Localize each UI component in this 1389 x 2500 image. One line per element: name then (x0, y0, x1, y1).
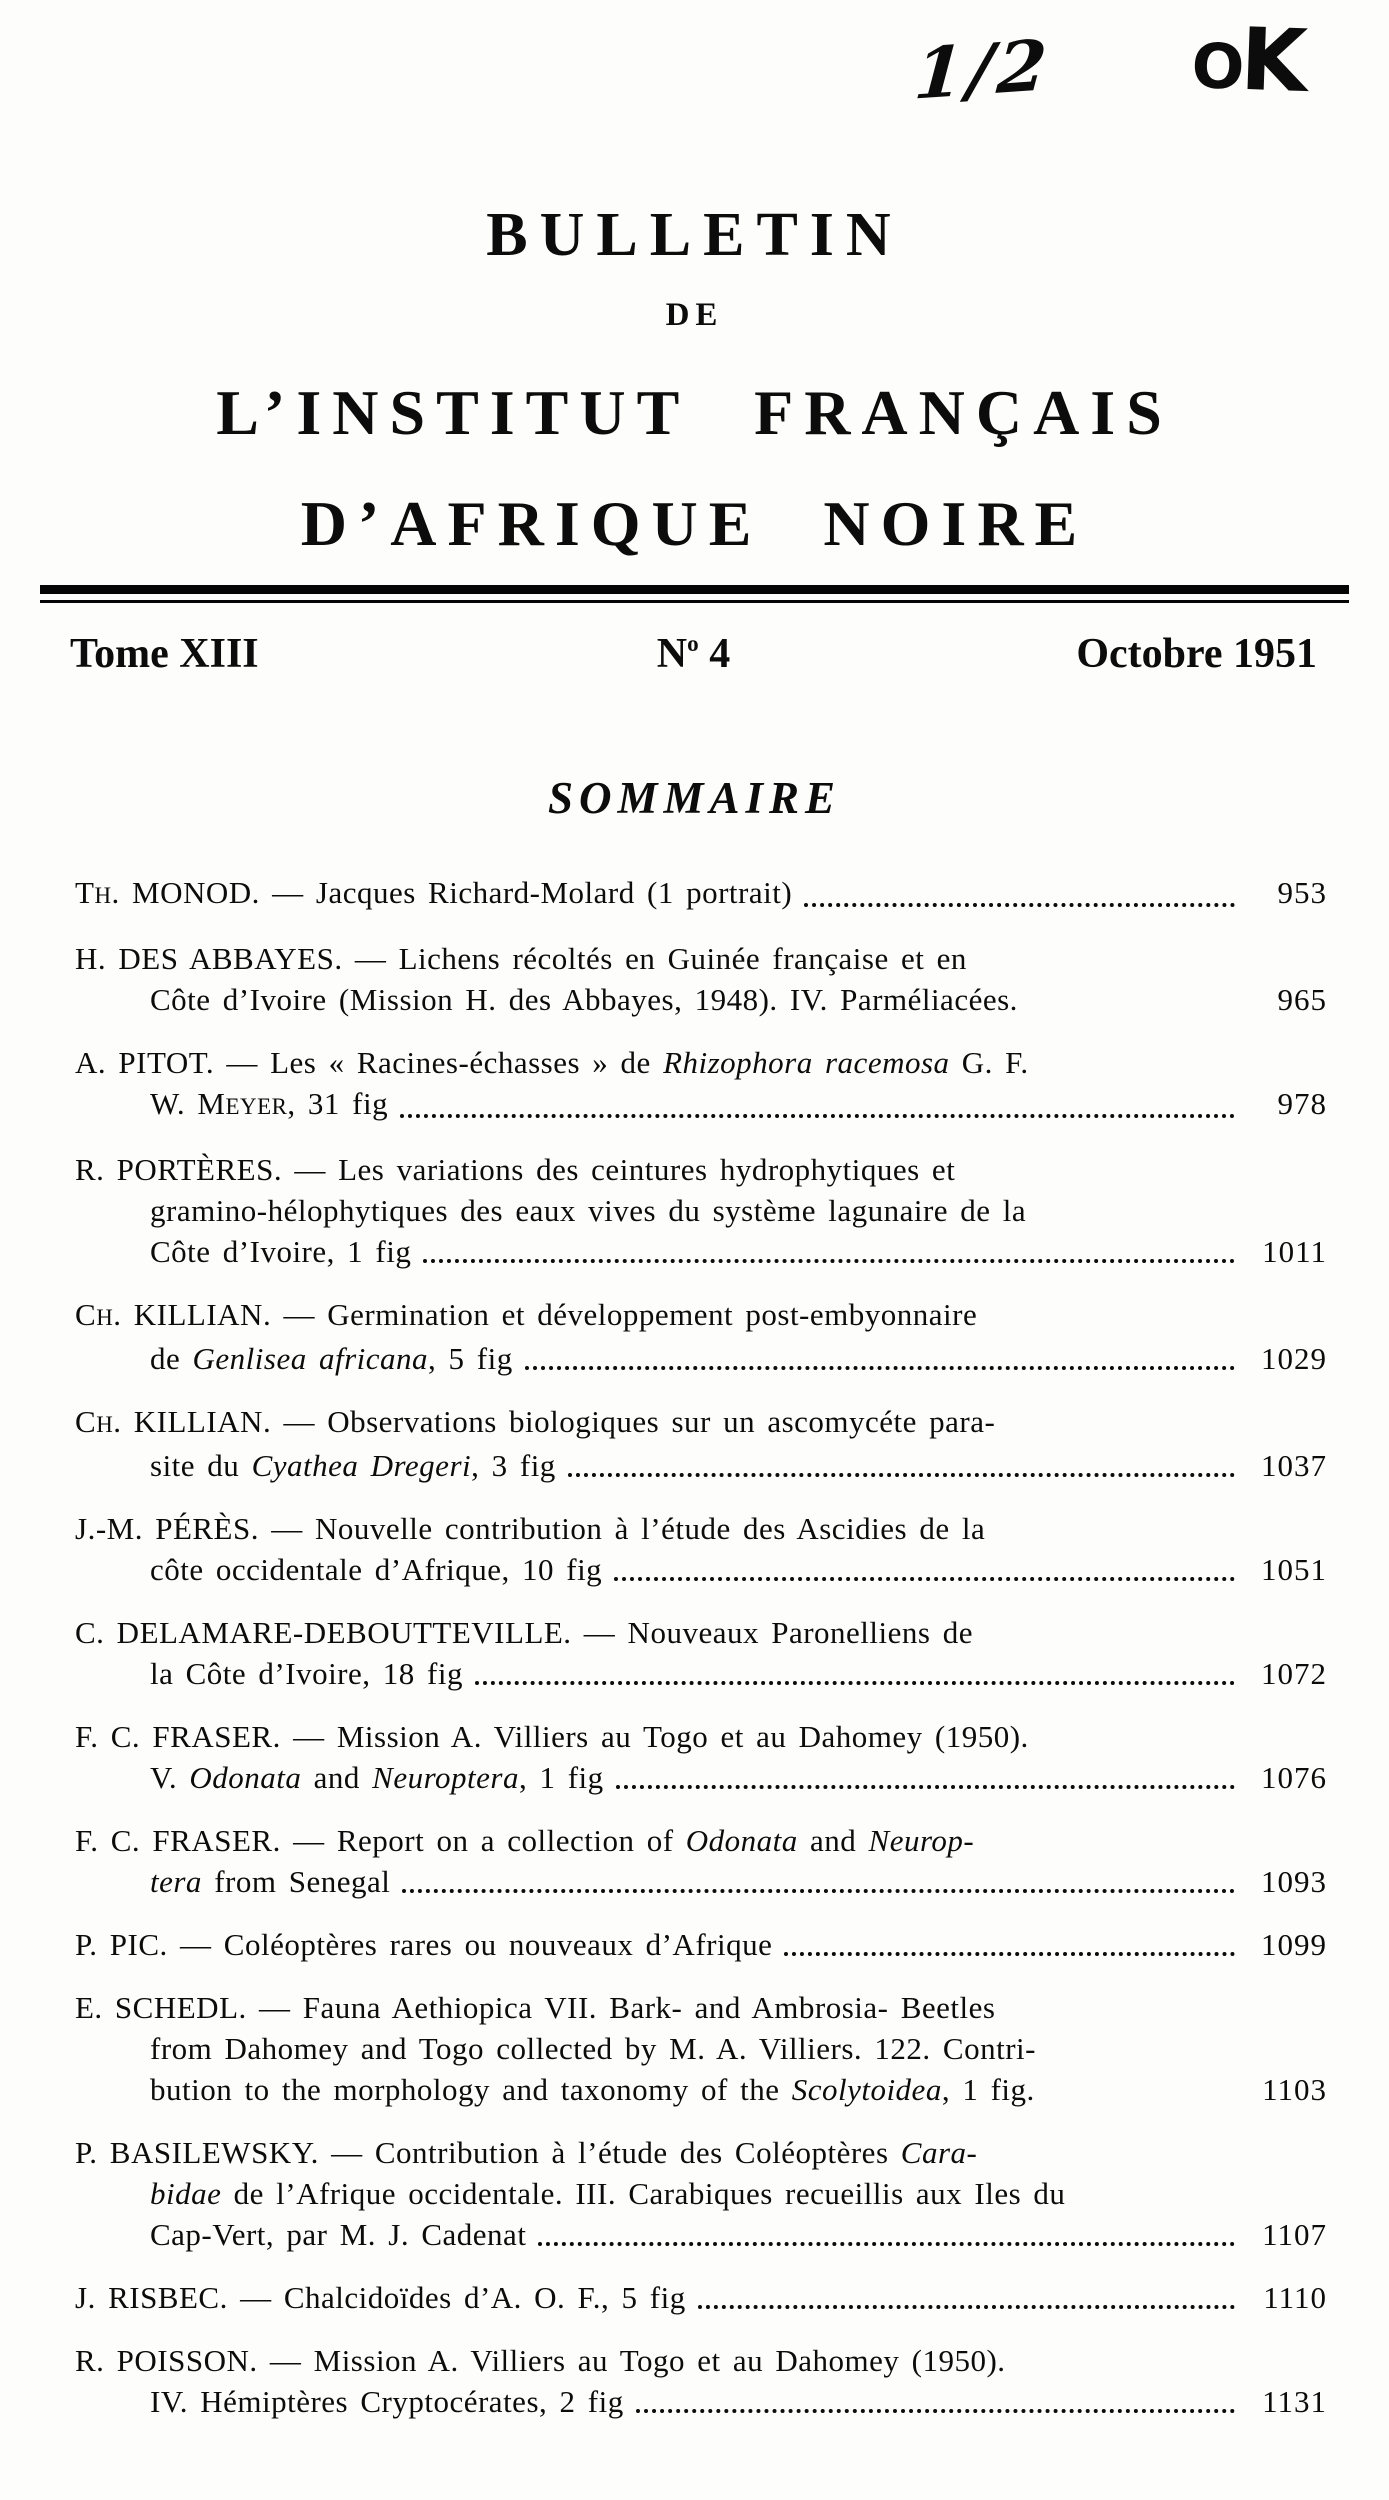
toc-line (150, 1338, 1327, 1379)
toc-line-text: bution to the morphology and taxonomy of the Scolytoidea, 1 fig. (150, 2072, 1035, 2107)
toc-line-text: P. PIC. — Coléoptères rares ou nouveaux d’Afrique (75, 1927, 773, 1962)
toc-line (75, 2340, 1327, 2381)
toc-line-text: W. MEYER, 31 fig (150, 1086, 389, 1121)
toc-line (75, 1149, 1327, 1190)
handwritten-fraction: 1/2 (911, 23, 1054, 116)
toc-line-text: E. SCHEDL. — Fauna Aethiopica VII. Bark- and Ambrosia- Beetles (75, 1990, 996, 2025)
toc-line-text: Côte d’Ivoire (Mission H. des Abbayes, 1948). IV. Parméliacées. (150, 982, 1018, 1017)
toc-line (75, 1042, 1327, 1083)
toc-line (150, 2214, 1327, 2255)
toc-entry (75, 1716, 1327, 1798)
toc-line-text: H. DES ABBAYES. — Lichens récoltés en Guinée française et en (75, 941, 967, 976)
double-rule-separator (40, 585, 1349, 603)
leader-dots (804, 903, 1235, 907)
toc-line-text: R. PORTÈRES. — Les variations des ceintures hydrophytiques et (75, 1152, 956, 1187)
masthead-bulletin: BULLETIN (486, 201, 903, 269)
toc-line (150, 1653, 1327, 1694)
toc-line-text: R. POISSON. — Mission A. Villiers au Togo et au Dahomey (1950). (75, 2343, 1006, 2378)
masthead-afrique-noire: D’AFRIQUE NOIRE (300, 487, 1089, 559)
toc-entry (75, 1149, 1327, 1272)
toc-line-text: J.-M. PÉRÈS. — Nouvelle contribution à l’étude des Ascidies de la (75, 1511, 986, 1546)
toc-line (150, 1231, 1327, 1272)
toc-line-text: F. C. FRASER. — Report on a collection of Odonata and Neurop- (75, 1823, 975, 1858)
toc-line (75, 2277, 1327, 2318)
toc-entry (75, 2340, 1327, 2422)
toc-line (75, 1820, 1327, 1861)
toc-line (150, 2173, 1327, 2214)
toc-entry (75, 938, 1327, 1020)
toc-line-text: from Dahomey and Togo collected by M. A. Villiers. 122. Contri- (150, 2031, 1036, 2066)
toc-line (150, 2381, 1327, 2422)
toc-line-text: Côte d’Ivoire, 1 fig (150, 1234, 412, 1269)
leader-dots (402, 1889, 1235, 1893)
handwritten-ok-mark: OK (1190, 9, 1306, 112)
page-number: 1099 (1261, 1927, 1327, 1962)
leader-dots (636, 2409, 1235, 2413)
leader-dots (525, 1366, 1235, 1370)
page-number: 1037 (1261, 1448, 1327, 1483)
leader-dots (423, 1259, 1235, 1263)
sommaire-heading: SOMMAIRE (547, 773, 842, 823)
page-number: 1110 (1263, 2280, 1327, 2315)
page-number: 1107 (1262, 2217, 1327, 2252)
toc-line (150, 1190, 1327, 1231)
toc-line-text: bidae de l’Afrique occidentale. III. Carabiques recueillis aux Iles du (150, 2176, 1066, 2211)
toc-line-text: de Genlisea africana, 5 fig (150, 1341, 513, 1376)
toc-line-text: côte occidentale d’Afrique, 10 fig (150, 1552, 603, 1587)
page-number: 1131 (1262, 2384, 1327, 2419)
toc-line-text: tera from Senegal (150, 1864, 391, 1899)
toc-line (75, 1987, 1327, 2028)
toc-line (150, 1445, 1327, 1486)
toc-entry (75, 1612, 1327, 1694)
toc-line (75, 2132, 1327, 2173)
leader-dots (614, 1577, 1235, 1581)
toc-line-text: la Côte d’Ivoire, 18 fig (150, 1656, 463, 1691)
toc-line (150, 1083, 1327, 1127)
page-number: 953 (1277, 875, 1327, 910)
toc-line (150, 1757, 1327, 1798)
leader-dots (568, 1473, 1235, 1477)
leader-dots (784, 1952, 1235, 1956)
page-number: 965 (1277, 982, 1327, 1017)
toc-entry (75, 2132, 1327, 2255)
toc-line (150, 2069, 1327, 2110)
toc-line-text: P. BASILEWSKY. — Contribution à l’étude des Coléoptères Cara- (75, 2135, 978, 2170)
page-number: 1029 (1261, 1341, 1327, 1376)
toc-line (75, 1612, 1327, 1653)
page-number: 1051 (1261, 1552, 1327, 1587)
toc-entry (75, 1924, 1327, 1965)
toc-line-text: CH. KILLIAN. — Germination et développement post-embyonnaire (75, 1297, 978, 1332)
leader-dots (400, 1114, 1235, 1118)
toc-line (75, 1401, 1327, 1445)
toc-line-text: F. C. FRASER. — Mission A. Villiers au Togo et au Dahomey (1950). (75, 1719, 1029, 1754)
toc-line-text: V. Odonata and Neuroptera, 1 fig (150, 1760, 604, 1795)
masthead (0, 203, 1389, 557)
toc-line (75, 1294, 1327, 1338)
page-number: 1103 (1262, 2072, 1327, 2107)
page-number: 978 (1277, 1086, 1327, 1121)
masthead-institut-francais: L’INSTITUT FRANÇAIS (216, 376, 1173, 448)
numero-superscript: o (687, 630, 699, 656)
page-number: 1093 (1261, 1864, 1327, 1899)
toc-list (75, 872, 1327, 2444)
toc-entry (75, 2277, 1327, 2318)
leader-dots (616, 1785, 1235, 1789)
leader-dots (475, 1681, 1235, 1685)
toc-line-text: C. DELAMARE-DEBOUTTEVILLE. — Nouveaux Paronelliens de (75, 1615, 973, 1650)
page-number: 1011 (1262, 1234, 1327, 1269)
toc-line (75, 1924, 1327, 1965)
page-number: 1076 (1261, 1760, 1327, 1795)
toc-line (150, 1861, 1327, 1902)
toc-entry (75, 1820, 1327, 1902)
toc-line-text: Cap-Vert, par M. J. Cadenat (150, 2217, 527, 2252)
page-number: 1072 (1261, 1656, 1327, 1691)
toc-entry (75, 1987, 1327, 2110)
toc-line-text: gramino-hélophytiques des eaux vives du système lagunaire de la (150, 1193, 1027, 1228)
toc-line (150, 1549, 1327, 1590)
toc-entry (75, 1042, 1327, 1127)
toc-entry (75, 1294, 1327, 1379)
toc-line-text: TH. MONOD. — Jacques Richard-Molard (1 portrait) (75, 875, 793, 910)
toc-line (75, 872, 1327, 916)
issue-number: $N^o$ 4 (656, 630, 731, 677)
toc-line (150, 979, 1327, 1020)
toc-line (75, 1508, 1327, 1549)
toc-line (75, 1716, 1327, 1757)
toc-line-text: CH. KILLIAN. — Observations biologiques sur un ascomycéte para- (75, 1404, 996, 1439)
leader-dots (538, 2242, 1235, 2246)
toc-line-text: site du Cyathea Dregeri, 3 fig (150, 1448, 556, 1483)
toc-entry (75, 1508, 1327, 1590)
toc-line-text: IV. Hémiptères Cryptocérates, 2 fig (150, 2384, 624, 2419)
leader-dots (698, 2305, 1235, 2309)
toc-entry (75, 1401, 1327, 1486)
tome-label: Tome XIII (70, 631, 259, 677)
issue-line (70, 630, 1317, 678)
toc-line (75, 938, 1327, 979)
masthead-de: DE (665, 297, 724, 334)
toc-line (150, 2028, 1327, 2069)
toc-line-text: A. PITOT. — Les « Racines-échasses » de Rhizophora racemosa G. F. (75, 1045, 1029, 1080)
toc-entry (75, 872, 1327, 916)
toc-line-text: J. RISBEC. — Chalcidoïdes d’A. O. F., 5 fig (75, 2280, 686, 2315)
issue-date: Octobre 1951 (1076, 631, 1317, 677)
